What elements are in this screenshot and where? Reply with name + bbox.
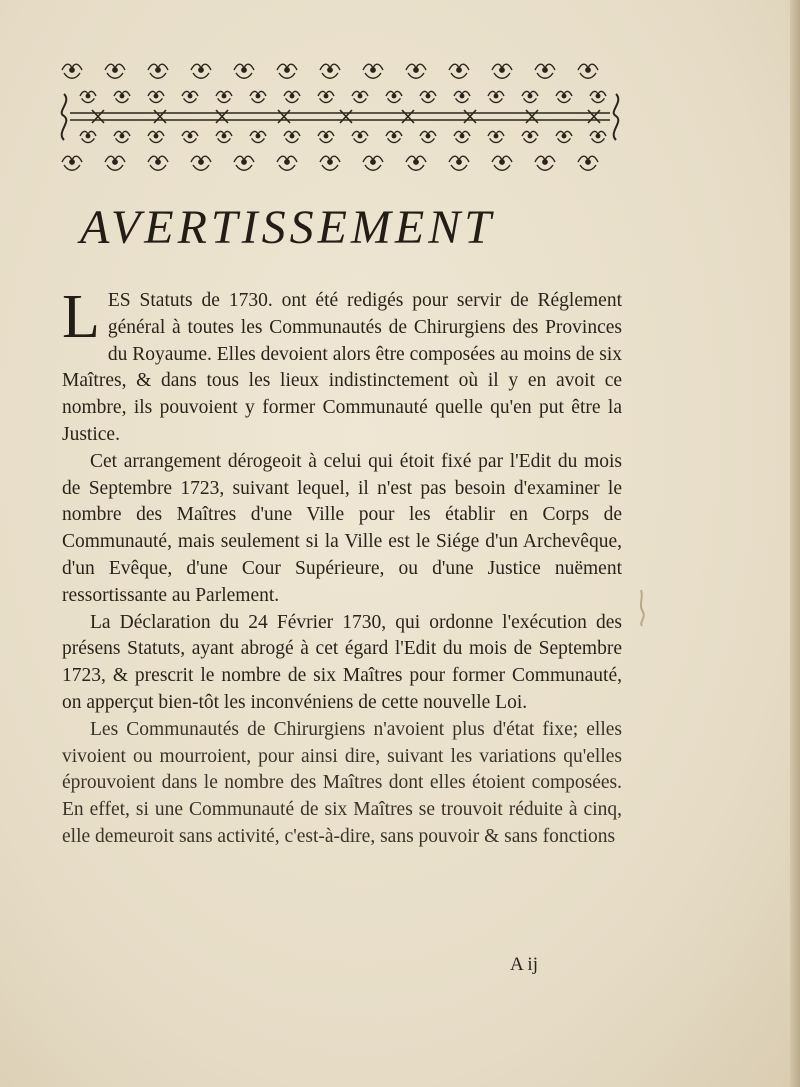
ornamental-headpiece [58, 58, 624, 176]
paragraph-3: La Déclaration du 24 Février 1730, qui ordonne l'exécution des présens Statuts, ayant abrogé à cet égard l'Edit du mois de Septembre 1723, & prescrit le nombre de six Maîtres pour former Communauté, on apperçut bien-tôt les inconvéniens de cette nouvelle Loi. [62, 611, 622, 713]
drop-cap: L [62, 283, 100, 351]
margin-stain [634, 588, 648, 628]
paragraph-2: Cet arrangement dérogeoit à celui qui étoit fixé par l'Edit du mois de Septembre 1723, suivant lequel, il n'est pas besoin d'examiner le nombre des Maîtres d'une Ville pour les établir en Corps de Communauté, mais seulement si la Ville est le Siége d'un Archevêque, d'un Evêque, d'une Cour Supérieure, ou d'une Justice nuëment ressortissante au Parlement. [62, 450, 622, 606]
body-text [62, 283, 622, 851]
paragraph-4: Les Communautés de Chirurgiens n'avoient plus d'état fixe; elles vivoient ou mourroient, pour ainsi dire, suivant les variations qu'elles éprouvoient dans le nombre des Maîtres dont elles étoient composées. En effet, si une Communauté de six Maîtres se trouvoit réduite à cinq, elle demeuroit sans activité, c'est-à-dire, sans pouvoir & sans fonctions [62, 718, 622, 847]
signature-mark: A ij [510, 954, 538, 975]
page-edge [790, 0, 800, 1087]
paragraph-text: ES Statuts de 1730. ont été redigés pour servir de Réglement général à toutes les Communautés de Chirurgiens des Provinces du Royaume. Elles devoient alors être composées au moins de six Maîtres, & dans tous les lieux indistinctement où il y en avoit ce nombre, ils pouvoient y former Communauté quelle qu'en put être la Justice. [62, 290, 622, 445]
paragraph-1 [62, 283, 622, 449]
page-title: AVERTISSEMENT [80, 201, 495, 254]
